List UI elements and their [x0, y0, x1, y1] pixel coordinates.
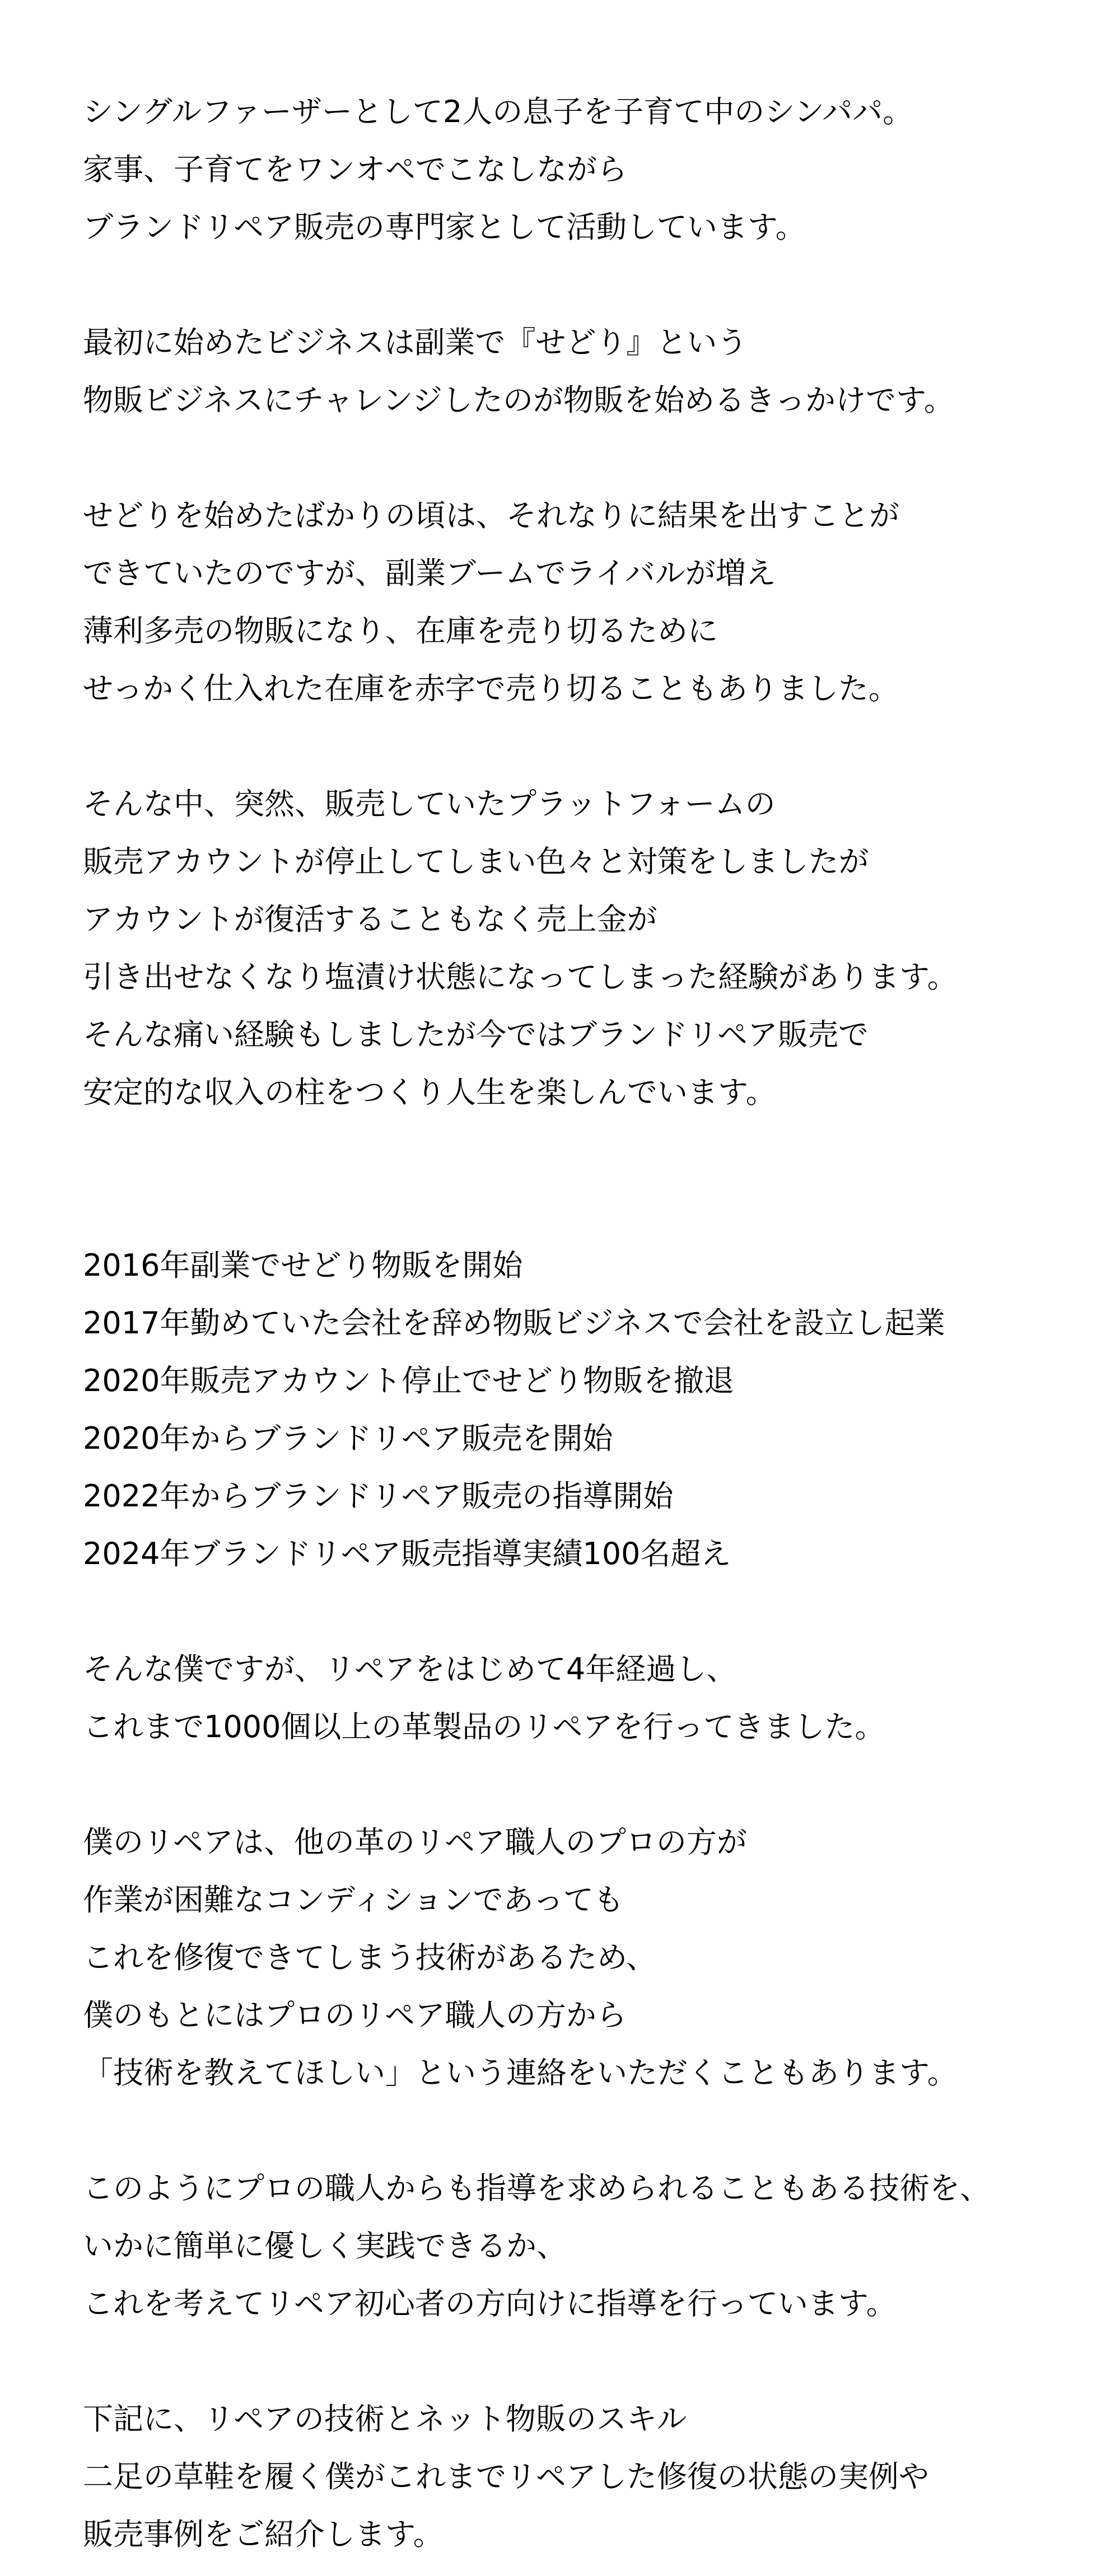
paragraph [83, 1236, 1091, 1583]
text-line: できていたのですが、副業ブームでライバルが増え [83, 556, 776, 591]
text-line: 安定的な収入の柱をつくり人生を楽しんでいます。 [83, 1075, 776, 1110]
text-line: 2020年からブランドリペア販売を開始 [83, 1421, 613, 1456]
text-line: 引き出せなくなり塩漬け状態になってしまった経験があります。 [83, 959, 958, 995]
text-line: いかに簡単に優しく実践できるか、 [83, 2228, 567, 2264]
paragraph-spacer [83, 2332, 1091, 2390]
text-line: ブランドリペア販売の専門家として活動しています。 [83, 209, 806, 245]
text-line: そんな僕ですが、リペアをはじめて4年経過し、 [83, 1651, 737, 1687]
text-line: これを考えてリペア初心者の方向けに指導を行っています。 [83, 2286, 897, 2321]
text-line: 2017年勤めていた会社を辞め物販ビジネスで会社を設立し起業 [83, 1305, 945, 1341]
text-line: 販売事例をご紹介します。 [83, 2517, 444, 2552]
text-line: 僕のもとにはプロのリペア職人の方から [83, 1998, 627, 2033]
text-line: 2016年副業でせどり物販を開始 [83, 1248, 523, 1283]
paragraph-spacer [83, 1583, 1091, 1640]
paragraph [83, 487, 1091, 717]
paragraph-spacer [83, 1121, 1091, 1179]
text-line: これまで1000個以上の革製品のリペアを行ってきました。 [83, 1709, 885, 1744]
paragraph-spacer [83, 717, 1091, 775]
document-body [83, 83, 1091, 2563]
paragraph [83, 1813, 1091, 2102]
paragraph-spacer [83, 429, 1091, 487]
paragraph [83, 1640, 1091, 1756]
text-line: そんな痛い経験もしましたが今ではブランドリペア販売で [83, 1017, 869, 1052]
text-line: 僕のリペアは、他の革のリペア職人のプロの方が [83, 1824, 747, 1860]
text-line: 家事、子育てをワンオペでこなしながら [83, 152, 627, 187]
text-line: 作業が困難なコンディションであっても [83, 1882, 624, 1917]
text-line: 2020年販売アカウント停止でせどり物販を撤退 [83, 1363, 734, 1398]
text-line: 2022年からブランドリペア販売の指導開始 [83, 1478, 674, 1514]
text-line: シングルファーザーとして2人の息子を子育て中のシンパパ。 [83, 94, 913, 129]
text-line: 2024年ブランドリペア販売指導実績100名超え [83, 1536, 731, 1571]
paragraph [83, 775, 1091, 1121]
text-line: 薄利多売の物販になり、在庫を売り切るために [83, 613, 718, 648]
paragraph-spacer [83, 1179, 1091, 1236]
text-line: 販売アカウントが停止してしまい色々と対策をしましたが [83, 844, 869, 879]
text-line: せっかく仕入れた在庫を赤字で売り切ることもありました。 [83, 671, 899, 706]
text-line: 「技術を教えてほしい」という連絡をいただくこともあります。 [83, 2055, 958, 2090]
text-line: 物販ビジネスにチャレンジしたのが物販を始めるきっかけです。 [83, 382, 954, 418]
paragraph-spacer [83, 256, 1091, 314]
text-line: 下記に、リペアの技術とネット物販のスキル [83, 2401, 687, 2437]
text-line: アカウントが復活することもなく売上金が [83, 902, 657, 937]
paragraph [83, 2159, 1091, 2332]
paragraph [83, 2390, 1091, 2563]
text-line: 最初に始めたビジネスは副業で『せどり』という [83, 325, 748, 360]
paragraph [83, 83, 1091, 256]
paragraph-spacer [83, 1756, 1091, 1813]
text-line: せどりを始めたばかりの頃は、それなりに結果を出すことが [83, 498, 899, 533]
paragraph [83, 314, 1091, 429]
paragraph-spacer [83, 2102, 1091, 2159]
text-line: このようにプロの職人からも指導を求められることもある技術を、 [83, 2171, 990, 2206]
text-line: そんな中、突然、販売していたプラットフォームの [83, 786, 776, 822]
text-line: これを修復できてしまう技術があるため、 [83, 1940, 656, 1975]
text-line: 二足の草鞋を履く僕がこれまでリペアした修復の状態の実例や [83, 2459, 929, 2494]
